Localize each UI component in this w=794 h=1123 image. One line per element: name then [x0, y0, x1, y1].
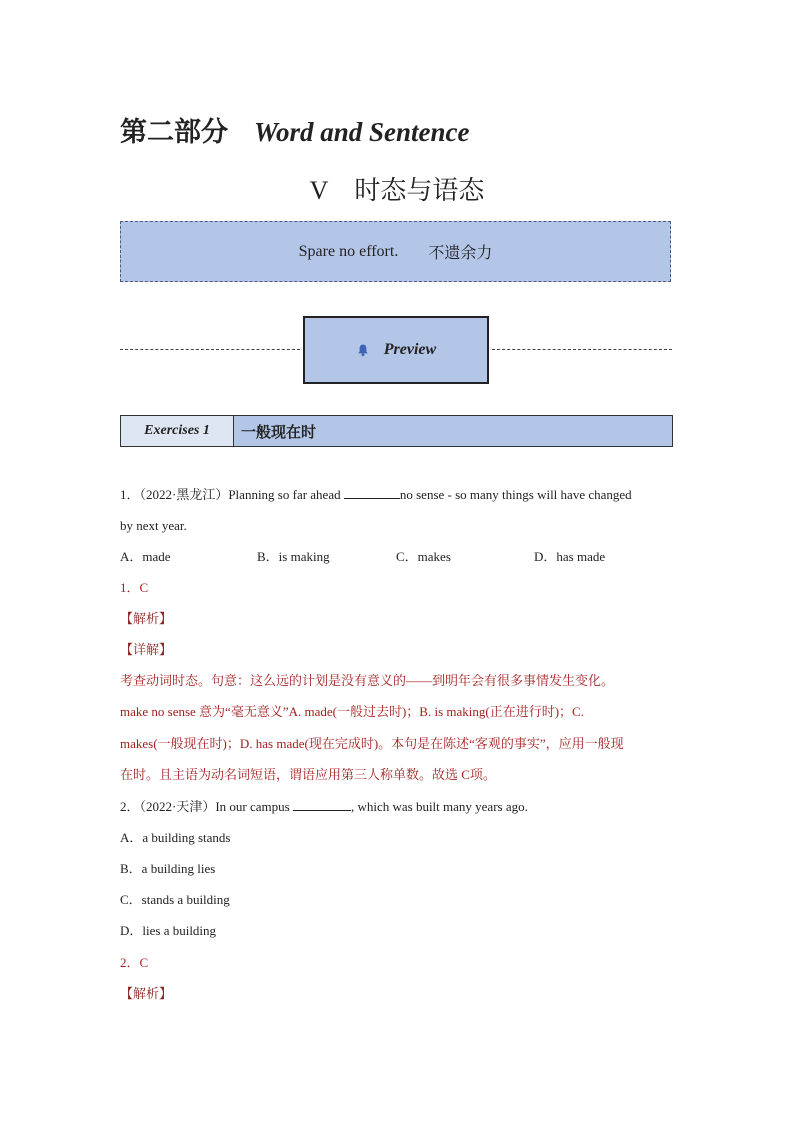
q2-option-b: B．a building lies: [120, 861, 216, 876]
q1-detail-label: 【详解】: [120, 642, 173, 657]
divider-right: [492, 349, 672, 350]
exercise-topic: 一般现在时: [241, 424, 317, 441]
exercise-label: Exercises 1: [121, 416, 234, 446]
q1-explanation-line4: 在时。且主语为动名词短语，谓语应用第三人称单数。故选 C项。: [120, 767, 496, 782]
q1-option-d: D．has made: [534, 549, 606, 564]
q1-options: [120, 548, 676, 566]
preview-banner: [303, 316, 489, 384]
q2-answer: 2．C: [120, 955, 149, 970]
q1-explanation-line1: 考查动词时态。句意：这么远的计划是没有意义的——到明年会有很多事情发生变化。: [120, 673, 615, 688]
q2-stem-suffix: , which was built many years ago.: [350, 799, 528, 814]
q2-option-a: A．a building stands: [120, 830, 231, 845]
q1-blank: [344, 486, 400, 499]
q1-stem-prefix: 1．（2022·黑龙江）Planning so far ahead: [120, 487, 344, 502]
part-english-title: Word and Sentence: [254, 117, 470, 147]
section-title: [0, 170, 794, 207]
motto-chinese: 不遗余力: [428, 245, 493, 262]
q2-blank: [293, 798, 351, 811]
q1-option-a: A．made: [120, 549, 171, 564]
divider-left: [120, 349, 300, 350]
bell-icon: [356, 343, 370, 357]
part-label: 第二部分: [120, 117, 228, 147]
part-title: [120, 110, 470, 149]
q2-option-d: D．lies a building: [120, 923, 217, 938]
q2-analysis-label: 【解析】: [120, 986, 173, 1001]
q1-explanation-line2: make no sense 意为“毫无意义”A. made(一般过去时)；B. is making(正在进行时)；C.: [120, 704, 584, 719]
q1-analysis-label: 【解析】: [120, 611, 173, 626]
q1-answer: 1．C: [120, 580, 149, 595]
motto-box: [120, 221, 671, 282]
section-name: 时态与语态: [354, 176, 485, 205]
q1-stem-line1: [120, 486, 676, 504]
q2-stem-prefix: 2．（2022·天津）In our campus: [120, 799, 293, 814]
exercise-header: [120, 415, 673, 447]
q2-stem: [120, 798, 676, 816]
q2-option-c: C．stands a building: [120, 892, 230, 907]
section-number: V: [309, 176, 329, 205]
preview-label: Preview: [383, 341, 437, 358]
q1-explanation-line3: makes(一般现在时)；D. has made(现在完成时)。本句是在陈述“客观的事实”，应用一般现: [120, 736, 624, 751]
q1-stem-suffix: no sense - so many things will have changed: [399, 487, 632, 502]
q1-stem-line2: by next year.: [120, 518, 187, 533]
q1-option-b: B．is making: [257, 549, 330, 564]
motto-english: Spare no effort.: [298, 242, 399, 260]
q1-option-c: C．makes: [396, 549, 451, 564]
